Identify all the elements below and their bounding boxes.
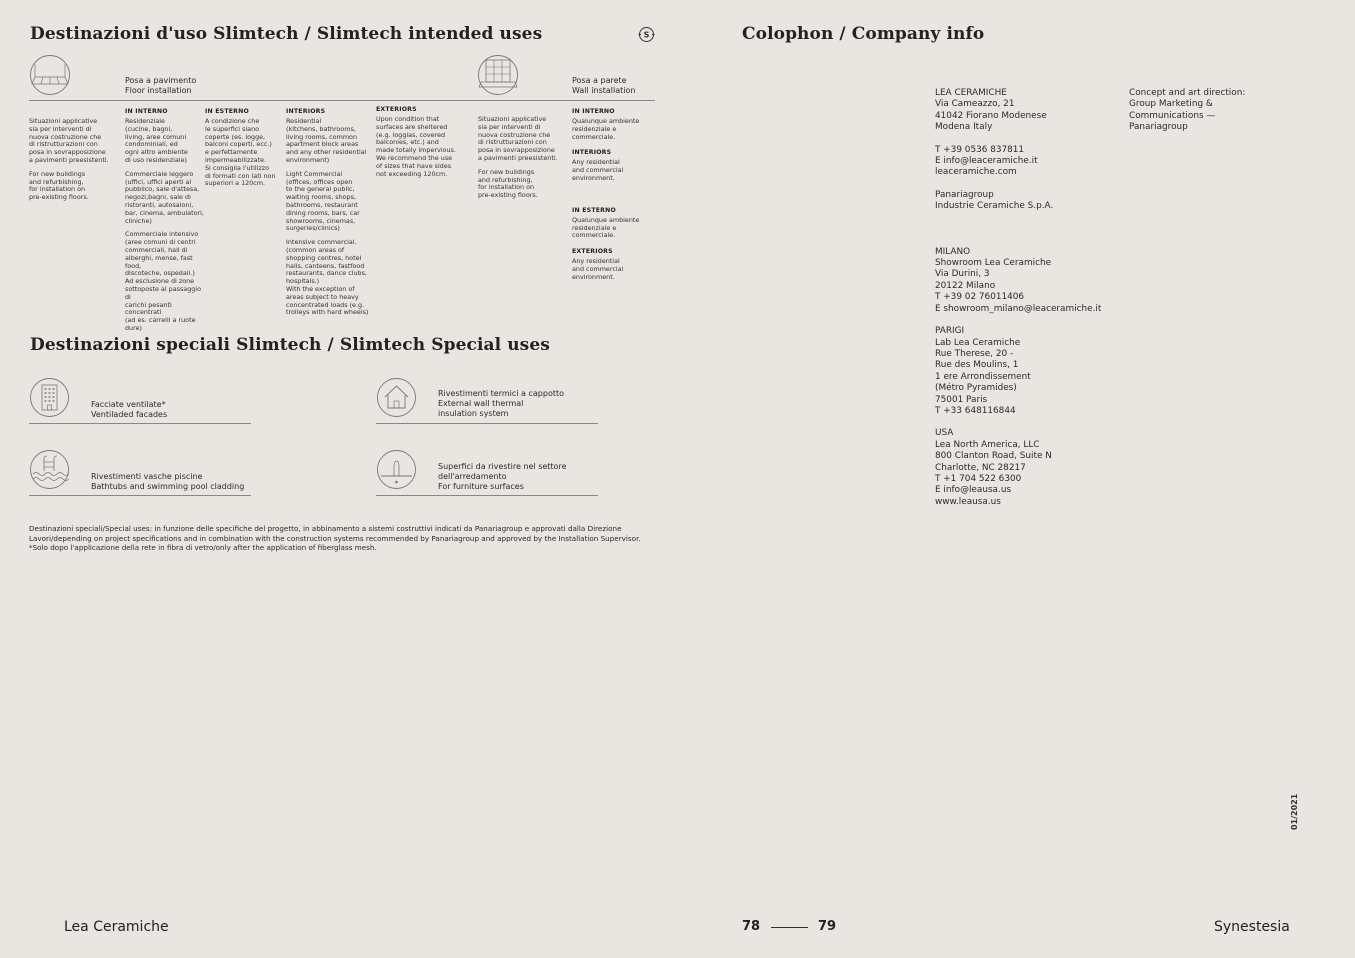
special-use-divider (376, 423, 598, 424)
floor-col-in-esterno (205, 108, 285, 194)
wall-intro-it: Situazioni applicative sia per interventi di nuova costruzione che di ristrutturazioni con posa in sovrapposizione a pavimenti preesistenti. (478, 115, 558, 162)
column-text: Qualunque ambiente residenziale e commerciale. (572, 215, 640, 240)
column-heading: IN INTERNO (572, 108, 615, 115)
footer-brand: Lea Ceramiche (64, 919, 169, 935)
column-text: Any residential and commercial environment. (572, 257, 624, 281)
furniture-surface-icon (376, 449, 417, 490)
svg-text:S: S (643, 30, 650, 40)
special-use-divider (29, 423, 251, 424)
floor-col-interiors (286, 108, 374, 323)
company-address: LEA CERAMICHE Via Cameazzo, 21 41042 Fiorano Modenese Modena Italy (935, 88, 1047, 133)
page-number-divider (771, 927, 808, 928)
edition-date: 01/2021 (1290, 793, 1299, 830)
wall-block-in-esterno (572, 207, 654, 240)
house-insulation-icon (376, 377, 417, 418)
special-use-label: Facciate ventilate* Ventiladed facades (91, 400, 168, 419)
column-text: Residential (kitchens, bathrooms, living rooms, common apartment block areas and any other residential environment) (286, 117, 367, 164)
column-text: Light Commercial (offices, offices open to the general public, waiting rooms, shops, bathrooms, restaurant dining rooms, bars, car showrooms, cinemas, surgeries/clinics) (286, 169, 360, 233)
building-facade-icon (29, 377, 70, 418)
page-title-colophon: Colophon / Company info (742, 24, 985, 44)
column-text: Commerciale intensivo (aree comuni di centri commerciali, hall di alberghi, mense, fast food, discoteche, ospedali.) Ad esclusione di zone sottoposte al passaggio di carichi pesanti concentrati (ad es. carrelli a ruote dure) (125, 230, 201, 332)
wall-intro-en: For new buildings and refurbishing, for installation on pre-existing floors. (478, 167, 538, 200)
wall-tile-icon (477, 54, 519, 96)
office-usa: USA Lea North America, LLC 800 Clanton Road, Suite N Charlotte, NC 28217 T +1 704 522 6300 E info@leausa.us www.leausa.us (935, 428, 1052, 507)
column-text: Commerciale leggero (uffici, uffici aperti al pubblico, sale d'attesa, negozi,bagni, sale di ristoranti, autosaloni, bar, cinema, ambulatori, cliniche) (125, 169, 204, 225)
column-heading: INTERIORS (286, 108, 326, 115)
page-title-intended-uses: Destinazioni d'uso Slimtech / Slimtech intended uses (30, 24, 543, 44)
column-heading: IN ESTERNO (572, 206, 616, 214)
company-group: Panariagroup Industrie Ceramiche S.p.A. (935, 189, 1054, 212)
page-number-right: 79 (818, 919, 837, 934)
floor-intro-en: For new buildings and refurbishing, for installation on pre-existing floors. (29, 169, 89, 202)
column-heading: EXTERIORS (572, 248, 613, 256)
special-uses-footnote: Destinazioni speciali/Special uses: in funzione delle specifiche del progetto, in abbinamento a sistemi costruttivi indicati da Panariagroup e approvati dalla Direzione Lavori/depending on project specifications and in combination with the construction systems recommended by Panariagroup and approved by the Installation Supervisor. *Solo dopo l'applicazione della rete in fibra di vetro/only after the application of fiberglass mesh. (29, 524, 641, 553)
wall-block-in-interno (572, 108, 654, 141)
page-number-left: 78 (742, 919, 761, 934)
floor-tile-icon (29, 54, 71, 96)
column-text: Upon condition that surfaces are sheltered (e.g. loggias, covered balconies, etc.) and made totally impervious. We recommend the use of sizes that have sides not exceeding 120cm. (376, 115, 456, 178)
circled-s-logo-icon (638, 26, 655, 43)
lab-parigi: PARIGI Lab Lea Ceramiche Rue Therese, 20 - Rue des Moulins, 1 1 ere Arrondissement (Métro Pyramides) 75001 Paris T +33 648116844 (935, 326, 1031, 416)
column-heading: INTERIORS (572, 149, 612, 157)
company-contacts: T +39 0536 837811 E info@leaceramiche.it leaceramiche.com (935, 144, 1038, 178)
special-use-label: Rivestimenti vasche piscine Bathtubs and swimming pool cladding (91, 472, 245, 491)
page-title-special-uses: Destinazioni speciali Slimtech / Slimtech Special uses (30, 335, 550, 355)
wall-intro (478, 116, 570, 206)
footer-collection: Synestesia (1214, 919, 1290, 935)
column-heading: IN INTERNO (125, 108, 168, 115)
floor-intro (29, 118, 121, 208)
column-heading: EXTERIORS (376, 106, 417, 113)
wall-block-exteriors (572, 248, 654, 281)
wall-installation-label: Posa a parete Wall installation (572, 76, 636, 95)
special-use-label: Superfici da rivestire nel settore dell'arredamento For furniture surfaces (438, 462, 567, 491)
swimming-pool-icon (29, 449, 70, 490)
special-use-label: Rivestimenti termici a cappotto External wall thermal insulation system (438, 389, 565, 418)
column-text: Qualunque ambiente residenziale e commerciale. (572, 117, 640, 141)
column-text: Residenziale (cucine, bagni, living, aree comuni condominiali, ed ogni altro ambiente di uso residenziale) (125, 117, 188, 164)
special-use-divider (29, 495, 251, 496)
floor-col-exteriors (376, 106, 472, 184)
section-divider (29, 100, 655, 101)
floor-installation-label: Posa a pavimento Floor installation (125, 76, 197, 95)
wall-block-interiors (572, 149, 654, 182)
showroom-milano: MILANO Showroom Lea Ceramiche Via Durini, 3 20122 Milano T +39 02 76011406 E showroom_milano@leaceramiche.it (935, 246, 1102, 314)
floor-intro-it: Situazioni applicative sia per interventi di nuova costruzione che di ristrutturazioni con posa in sovrapposizione a pavimenti preesistenti. (29, 117, 109, 164)
credits: Concept and art direction: Group Marketing & Communications — Panariagroup (1129, 88, 1246, 133)
wall-columns (572, 108, 654, 288)
company-info-column (935, 88, 1125, 508)
column-heading: IN ESTERNO (205, 108, 249, 115)
floor-col-in-interno (125, 108, 205, 339)
column-text: A condizione che le superfici siano coperte (es. logge, balconi coperti, ecc.) e perfettamente impermeabilizzate. Si consiglia l'utilizzo di formati con lati non superiori a 120cm. (205, 117, 276, 188)
column-text: Intensive commercial. (common areas of shopping centres, hotel halls, canteens, fastfood restaurants, dance clubs, hospitals.) With the exception of areas subject to heavy concentrated loads (e.g. trolleys with hard wheels) (286, 238, 369, 317)
special-use-divider (376, 495, 598, 496)
column-text: Any residential and commercial environment. (572, 158, 624, 182)
